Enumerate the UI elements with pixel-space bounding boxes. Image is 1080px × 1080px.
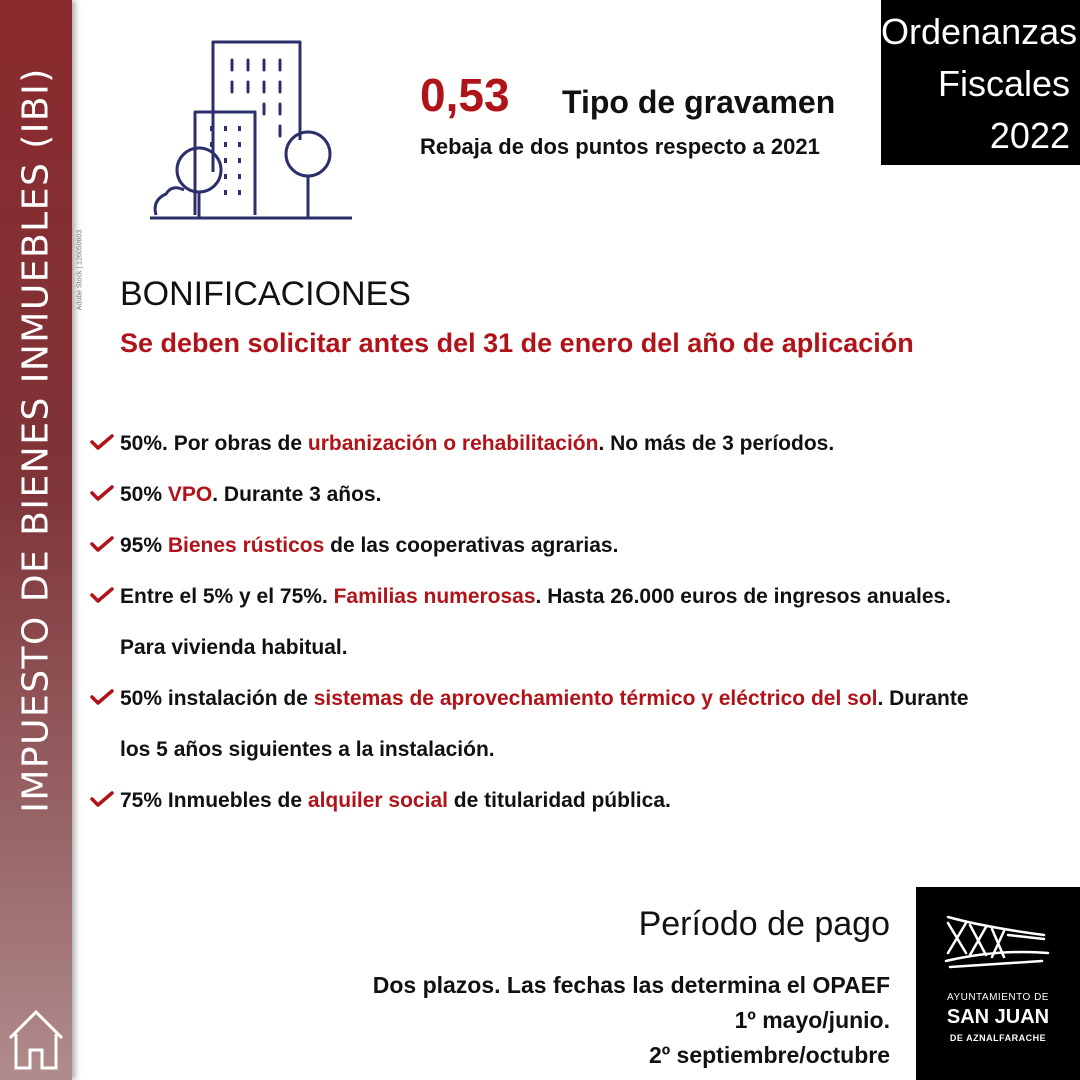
bonificaciones-title: BONIFICACIONES <box>120 275 411 313</box>
payment-period-details <box>373 968 890 1073</box>
logo-line-1: AYUNTAMIENTO DE <box>947 992 1049 1003</box>
payment-period-title: Período de pago <box>638 905 890 943</box>
logo-line-2: SAN JUAN <box>946 1006 1050 1028</box>
list-item <box>90 418 1060 469</box>
rate-note: Rebaja de dos puntos respecto a 2021 <box>420 134 820 159</box>
item-continuation: Para vivienda habitual. <box>120 636 348 659</box>
item-text-after: . Hasta 26.000 euros de ingresos anuales. <box>535 585 952 608</box>
item-text-after: de titularidad pública. <box>447 789 671 812</box>
item-text-after: . Durante <box>877 687 969 710</box>
item-highlight: sistemas de aprovechamiento térmico y eléctrico del sol <box>313 687 878 710</box>
item-highlight: alquiler social <box>307 789 448 812</box>
bonificaciones-deadline: Se deben solicitar antes del 31 de enero del año de aplicación <box>120 328 914 358</box>
ayuntamiento-logo <box>916 887 1080 1080</box>
item-highlight: VPO <box>167 483 213 506</box>
item-text: 50% <box>120 483 168 506</box>
list-item <box>90 469 1060 520</box>
image-credit: Adobe Stock | 126050603 <box>76 229 84 311</box>
rate-label: Tipo de gravamen <box>562 84 836 120</box>
item-text-after: . Durante 3 años. <box>212 483 382 506</box>
payment-line: 1º mayo/junio. <box>734 1007 890 1033</box>
ordenanzas-box <box>881 0 1080 165</box>
bonificaciones-list <box>90 418 1060 826</box>
item-highlight: Familias numerosas <box>333 585 536 608</box>
ordenanzas-line-1: Ordenanzas <box>881 11 1078 52</box>
buildings-icon <box>150 40 355 225</box>
home-icon[interactable] <box>4 1004 68 1074</box>
item-continuation: los 5 años siguientes a la instalación. <box>120 738 495 761</box>
side-banner <box>0 0 72 1080</box>
tax-title: IMPUESTO DE BIENES INMUEBLES (IBI) <box>15 67 57 813</box>
item-highlight: urbanización o rehabilitación <box>307 432 599 455</box>
list-item <box>90 775 1060 826</box>
item-text-after: . No más de 3 períodos. <box>598 432 835 455</box>
check-icon <box>90 687 114 707</box>
item-highlight: Bienes rústicos <box>167 534 325 557</box>
ordenanzas-line-3: 2022 <box>989 115 1070 156</box>
check-icon <box>90 483 114 503</box>
bridge-logo-icon <box>944 909 1052 985</box>
list-item <box>90 520 1060 571</box>
list-item <box>90 571 1060 673</box>
check-icon <box>90 432 114 452</box>
item-text: 50% instalación de <box>120 687 314 710</box>
check-icon <box>90 789 114 809</box>
payment-line: Dos plazos. Las fechas las determina el OPAEF <box>372 972 890 998</box>
item-text: 95% <box>120 534 168 557</box>
check-icon <box>90 585 114 605</box>
rate-value: 0,53 <box>420 69 510 121</box>
check-icon <box>90 534 114 554</box>
ordenanzas-line-2: Fiscales <box>937 63 1070 104</box>
list-item <box>90 673 1060 775</box>
logo-line-3: DE AZNALFARACHE <box>949 1033 1047 1043</box>
item-text: Entre el 5% y el 75%. <box>120 585 334 608</box>
item-text: 75% Inmuebles de <box>120 789 308 812</box>
item-text: 50%. Por obras de <box>120 432 308 455</box>
item-text-after: de las cooperativas agrarias. <box>324 534 619 557</box>
payment-line: 2º septiembre/octubre <box>648 1042 890 1068</box>
